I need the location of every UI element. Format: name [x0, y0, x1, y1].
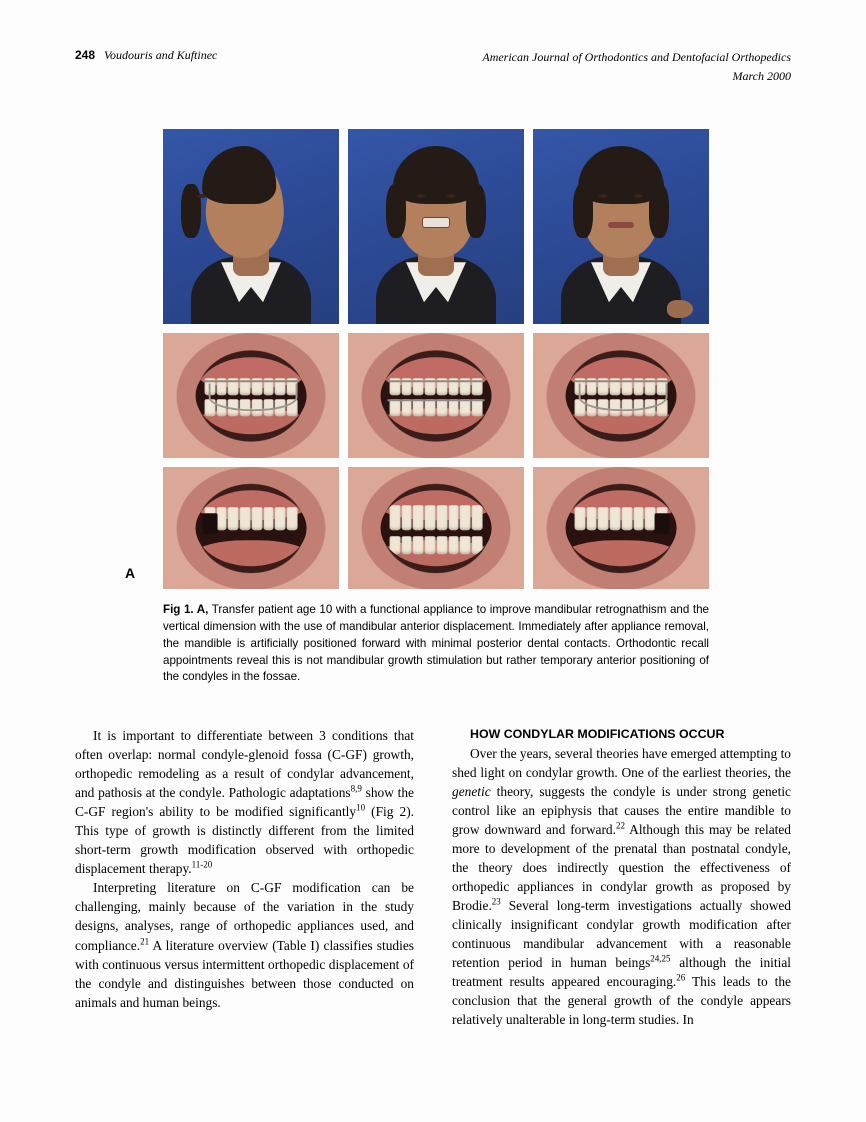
page-number: 248 [75, 48, 96, 62]
lp1-sup-3: 11-20 [191, 859, 213, 870]
photo-oral-cavity [196, 490, 307, 566]
intraoral-left-appliance-photo [533, 333, 709, 458]
photo-hair-side-right [649, 184, 669, 238]
photo-hair-side-left [573, 184, 593, 238]
lp1-c: (Fig 2). This type of growth is distinctly different from the limited short-term growth modification observed with orthopedic displacement therapy. [75, 804, 415, 877]
profile-portrait-photo [163, 129, 339, 324]
photo-appliance-archwire [579, 383, 667, 411]
lp1-a: It is important to differentiate between 3 conditions that often overlap: normal condyle-glenoid fossa (C-GF) growth, orthopedic remodeling as a result of condylar advancement, and pathosis at the condyle. Pathologic adaptations [75, 728, 414, 801]
rp1-f: This leads to the conclusion that the general growth of the condyle appears relatively unalterable in long-term studies. In [452, 974, 791, 1028]
photo-upper-teeth [204, 507, 297, 530]
photo-oral-cavity [381, 490, 492, 566]
lp1-b: show the C-GF region's ability to be modified significantly [75, 785, 414, 820]
rp1-d: Several long-term investigations actually showed clinically insignificant condylar growth modification after continuous mandibular advancement with a reasonable retention period in human beings [452, 898, 791, 971]
right-paragraph-1 [452, 744, 791, 1029]
figure-caption-label: Fig 1. A, [163, 603, 209, 617]
photo-appliance-wire-upper [387, 380, 485, 382]
figure-row-portraits [163, 129, 709, 324]
photo-buccal-corridor-shadow [654, 513, 670, 534]
intraoral-frontal-occlusion-photo [348, 467, 524, 589]
photo-hair-side-left [386, 184, 406, 238]
photo-hair-side [181, 184, 201, 238]
photo-lower-teeth [389, 399, 482, 416]
journal-title: American Journal of Orthodontics and Dentofacial Orthopedics [482, 50, 791, 64]
rp1-sup-2: 23 [491, 896, 501, 907]
photo-appliance-wire-upper [202, 380, 300, 382]
figure-caption [163, 602, 709, 686]
running-head [75, 48, 791, 85]
figure-row-intraoral-appliance [163, 333, 709, 458]
page-content [75, 48, 791, 1029]
photo-hair-side-right [466, 184, 486, 238]
rp1-a: Over the years, several theories have emerged attempting to shed light on condylar growth. One of the earliest theories, the [452, 745, 791, 780]
running-head-left [75, 48, 217, 63]
photo-oral-cavity [381, 357, 492, 435]
rp1-sup-1: 22 [615, 820, 625, 831]
photo-oral-cavity [196, 357, 307, 435]
rp1-b: theory, suggests the condyle is under strong genetic control like an epiphysis that causes the entire mandible to grow downward and forward. [452, 783, 791, 837]
rp1-e: although the initial treatment results appeared encouraging. [452, 955, 792, 990]
intraoral-right-occlusion-photo [163, 467, 339, 589]
photo-upper-teeth [389, 506, 482, 530]
figure-caption-text: Transfer patient age 10 with a functional appliance to improve mandibular retrognathism and the vertical dimension with the use of mandibular anterior displacement. Immediately after appliance removal, the mandible is artificially positioned forward with minimal posterior dental contacts. Orthodontic recall appointments reveal this is not mandibular growth stimulation but rather temporary anterior positioning of the condyles in the fossae. [163, 603, 709, 684]
left-column [75, 726, 414, 1029]
running-head-authors: Voudouris and Kuftinec [104, 48, 218, 62]
lp2-sup-1: 21 [140, 936, 150, 947]
photo-lower-teeth [389, 536, 482, 554]
intraoral-frontal-appliance-photo [348, 333, 524, 458]
lp2-b: A literature overview (Table I) classifies studies with continuous versus intermittent orthopedic displacement of the condyle and distinguishes between those conducted on animals and human beings. [75, 937, 414, 1010]
photo-appliance-wire-upper [572, 380, 670, 382]
frontal-smiling-portrait-photo [348, 129, 524, 324]
photo-appliance-archwire [209, 383, 297, 411]
frontal-portrait-photo [533, 129, 709, 324]
photo-mouth [608, 222, 634, 228]
photo-oral-cavity [566, 357, 677, 435]
left-paragraph-1 [75, 726, 414, 878]
lp1-sup-1: 8,9 [350, 783, 362, 794]
right-column [452, 726, 791, 1029]
photo-buccal-corridor-shadow [202, 513, 218, 534]
intraoral-right-appliance-photo [163, 333, 339, 458]
rp1-c: Although this may be related more to development of the prenatal than postnatal condyle, the theory does indirectly question the effectiveness of orthopedic appliances in condylar growth as proposed by Brodie. [452, 821, 791, 914]
lp2-a: Interpreting literature on C-GF modification can be challenging, mainly because of the variation in the study designs, analyses, range of orthopedic appliances used, and compliance. [75, 880, 414, 953]
left-paragraph-2 [75, 878, 414, 1011]
figure-1 [125, 129, 709, 589]
figure-panel-label: A [125, 565, 136, 582]
section-heading: HOW CONDYLAR MODIFICATIONS OCCUR [470, 727, 725, 742]
photo-lower-gingiva [196, 540, 307, 566]
lp1-sup-2: 10 [356, 802, 366, 813]
running-head-right [482, 48, 791, 85]
body-columns [75, 726, 791, 1029]
photo-oral-cavity [566, 490, 677, 566]
photo-lower-gingiva [566, 540, 677, 566]
rp1-italic-genetic: genetic [452, 783, 491, 799]
rp1-sup-4: 26 [676, 972, 686, 983]
rp1-sup-3: 24,25 [650, 953, 671, 964]
photo-mouth [422, 217, 450, 228]
photo-appliance-wire-lower [387, 399, 485, 401]
intraoral-left-occlusion-photo [533, 467, 709, 589]
issue-date: March 2000 [732, 68, 791, 83]
figure-row-intraoral-occlusion [163, 467, 709, 589]
